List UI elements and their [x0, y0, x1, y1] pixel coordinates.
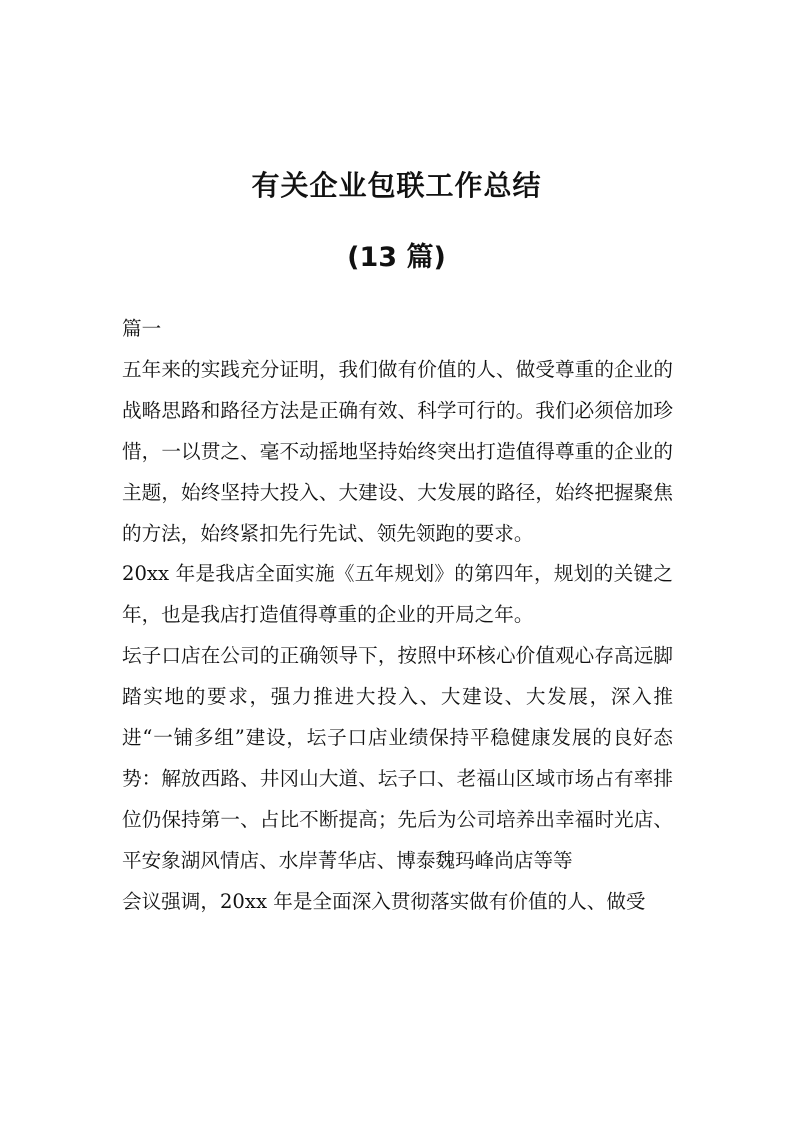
- paragraph-3: 坛子口店在公司的正确领导下，按照中环核心价值观心存高远脚踏实地的要求，强力推进大投入、大建设、大发展，深入推进“一铺多组”建设，坛子口店业绩保持平稳健康发展的良好态势：解放西路、井冈山大道、坛子口、老福山区域市场占有率排位仍保持第一、占比不断提高；先后为公司培养出幸福时光店、平安象湖风情店、水岸菁华店、博泰魏玛峰尚店等等: [122, 644, 673, 872]
- document-title: 有关企业包联工作总结: [251, 169, 542, 202]
- section-label: 篇一: [122, 317, 162, 340]
- document-subtitle: (13 篇): [347, 242, 446, 273]
- document-body: [122, 309, 673, 923]
- paragraph-1: 五年来的实践充分证明，我们做有价值的人、做受尊重的企业的战略思路和路径方法是正确有效、科学可行的。我们必须倍加珍惜，一以贯之、毫不动摇地坚持始终突出打造值得尊重的企业的主题，始终坚持大投入、大建设、大发展的路径，始终把握聚焦的方法，始终紧扣先行先试、领先领跑的要求。: [122, 357, 673, 545]
- paragraph-4: 会议强调，20xx 年是全面深入贯彻落实做有价值的人、做受: [122, 889, 646, 913]
- paragraph-2: 20xx 年是我店全面实施《五年规划》的第四年，规划的关键之年，也是我店打造值得尊重的企业的开局之年。: [122, 562, 673, 627]
